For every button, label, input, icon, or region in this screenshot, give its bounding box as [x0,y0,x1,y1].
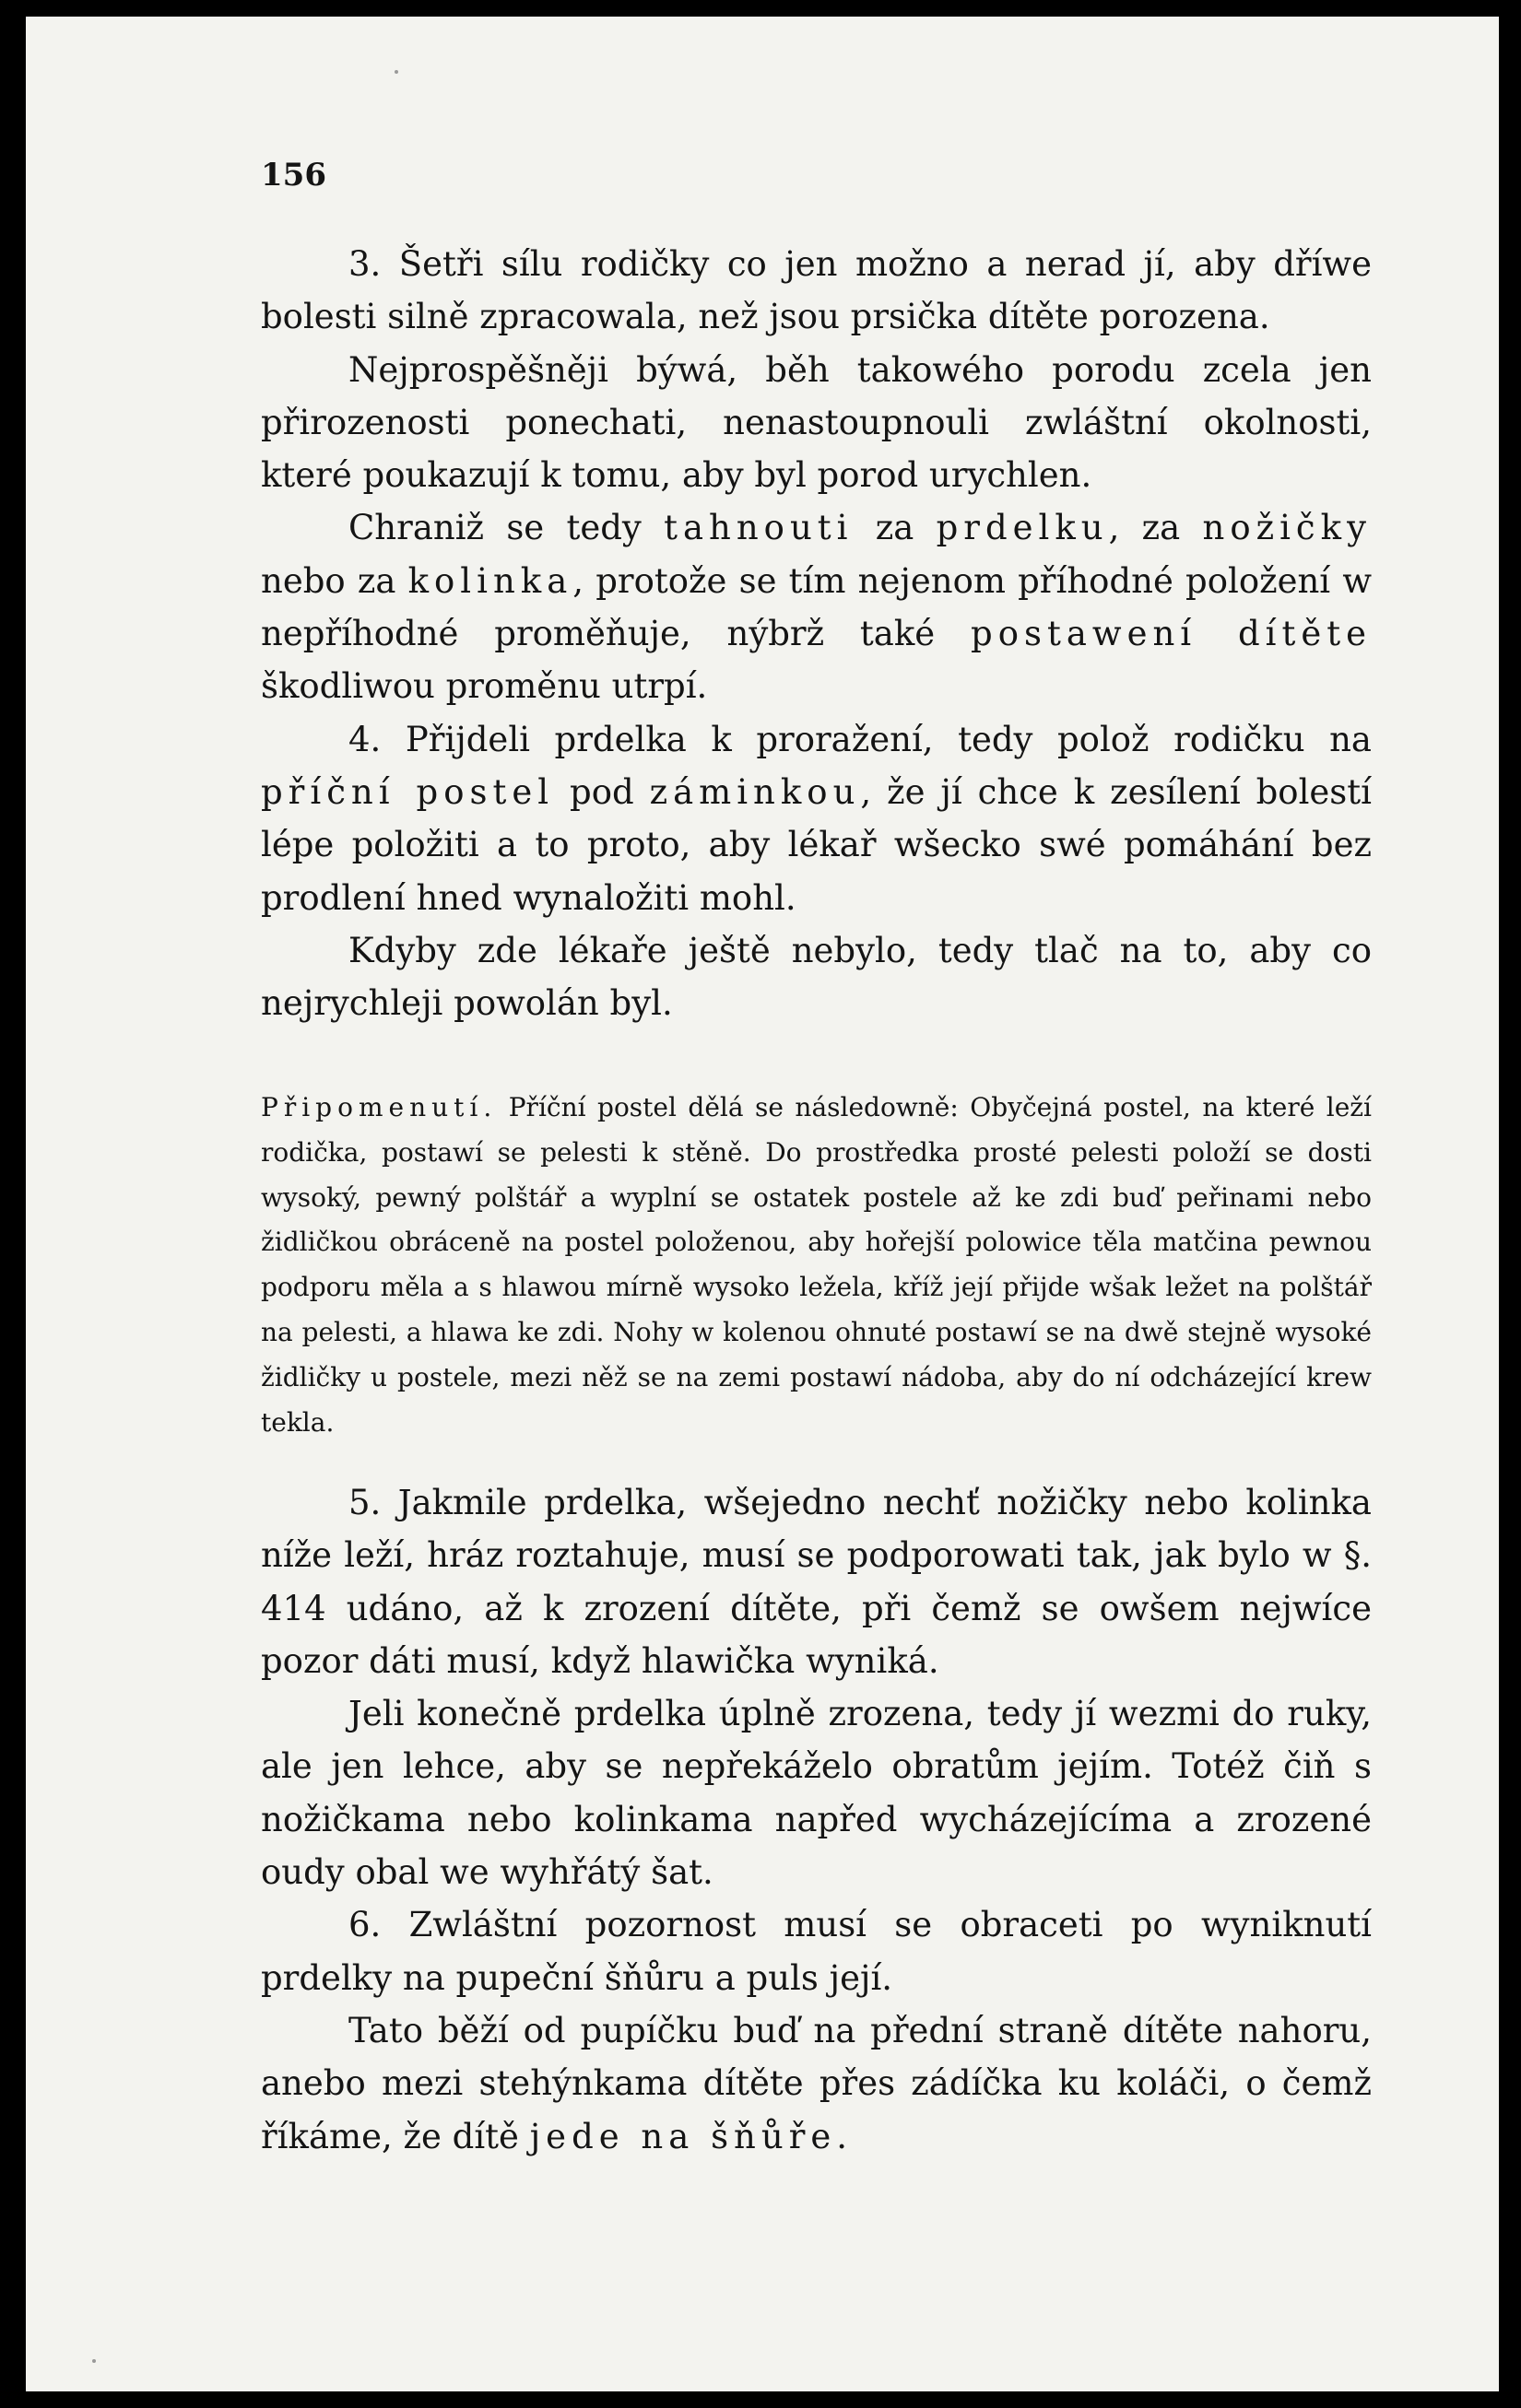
text-run: nebo za [261,560,408,601]
note-paragraph [261,1086,1372,1445]
main-text-block-2 [261,1476,1372,2163]
text-run: 4. Přijdeli prdelka k proražení, tedy polož rodičku na [348,719,1372,759]
text-run: za [853,508,937,548]
emphasis-text: prdelku [936,508,1109,548]
paragraph-doctor: Kdyby zde lékaře ještě nebylo, tedy tlač na to, aby co nejrychleji powolán byl. [261,930,1372,1024]
note-label: Připomenutí. [261,1092,498,1122]
paragraph-5: 5. Jakmile prdelka, wšejedno nechť nožičky nebo kolinka níže leží, hráz roztahuje, musí se podporowati tak, jak bylo w §. 414 udáno, až k zrození dítěte, při čemž se owšem nejwíce pozor dáti musí, když hlawička wyniká. [261,1483,1372,1681]
emphasis-text: nožičky [1202,508,1372,548]
page-number: 156 [261,157,326,194]
text-run: škodliwou proměnu utrpí. [261,666,708,707]
text-run: Tato běží od pupíčku buď na přední straně dítěte nahoru, anebo mezi stehýnkama dítěte přes zádíčka ku koláči, o čemž říkáme, že dítě [261,2010,1372,2156]
emphasis-text: tahnouti [664,508,854,548]
text-run: , protože se tím nejenom příhodné položení w nepříhodné proměňuje, nýbrž také [261,560,1372,654]
note-body: Příční postel dělá se následowně: Obyčejná postel, na které leží rodička, postawí se pelesti k stěně. Do prostředka prosté pelesti položí se dosti wysoký, pewný polštář a wyplní se ostatek postele až ke zdi buď peřinami nebo židličkou obráceně na postel položenou, aby hořejší polowice těla matčina pewnou podporu měla a s hlawou mírně wysoko ležela, kříž její přijde wšak ležet na polštář na pelesti, a hlawa ke zdi. Nohy w kolenou ohnuté postawí se na dwě stejně wysoké židličky u postele, mezi něž se na zemi postawí nádoba, aby do ní odcházející krew tekla. [261,1092,1372,1438]
text-run: pod [554,771,650,812]
text-run: Chraniž se tedy [348,508,665,548]
paragraph-warning [261,501,1372,712]
paragraph-6: 6. Zwláštní pozornost musí se obraceti po wyniknutí prdelky na pupeční šňůru a puls její. [261,1905,1372,1998]
text-run: , že jí chce k zesílení bolestí lépe položiti a to proto, aby lékař wšecko swé pomáhání bez prodlení hned wynaložiti mohl. [261,771,1372,918]
text-run: . [836,2116,848,2156]
emphasis-text: kolinka [407,560,573,601]
paragraph-natural-birth: Nejprospěšněji býwá, běh takowého porodu zcela jen přirozenosti ponechati, nenastoupnouli zwláštní okolnosti, které poukazují k tomu, aby byl porod urychlen. [261,349,1372,496]
note-block [261,1086,1372,1445]
paragraph-4 [261,713,1372,924]
main-text-block [261,238,1372,1029]
paragraph-3: 3. Šetři sílu rodičky co jen možno a nerad jí, aby dříwe bolesti silně zpracowala, než jsou prsička dítěte porozena. [261,244,1372,337]
text-run: , za [1108,508,1203,548]
emphasis-text: postawení dítěte [971,614,1372,654]
emphasis-text: příční postel [261,771,555,812]
emphasis-text: záminkou [649,771,861,812]
paper-speck [395,70,398,74]
paragraph-born: Jeli konečně prdelka úplně zrozena, tedy jí wezmi do ruky, ale jen lehce, aby se nepřekáželo obratům jejím. Totéž čiň s nožičkama nebo kolinkama napřed wycházejícíma a zrozené oudy obal we wyhřátý šat. [261,1694,1372,1893]
paragraph-cord [261,2004,1372,2163]
emphasis-text: jede na šňůře [529,2116,837,2156]
paper-speck [92,2359,96,2363]
